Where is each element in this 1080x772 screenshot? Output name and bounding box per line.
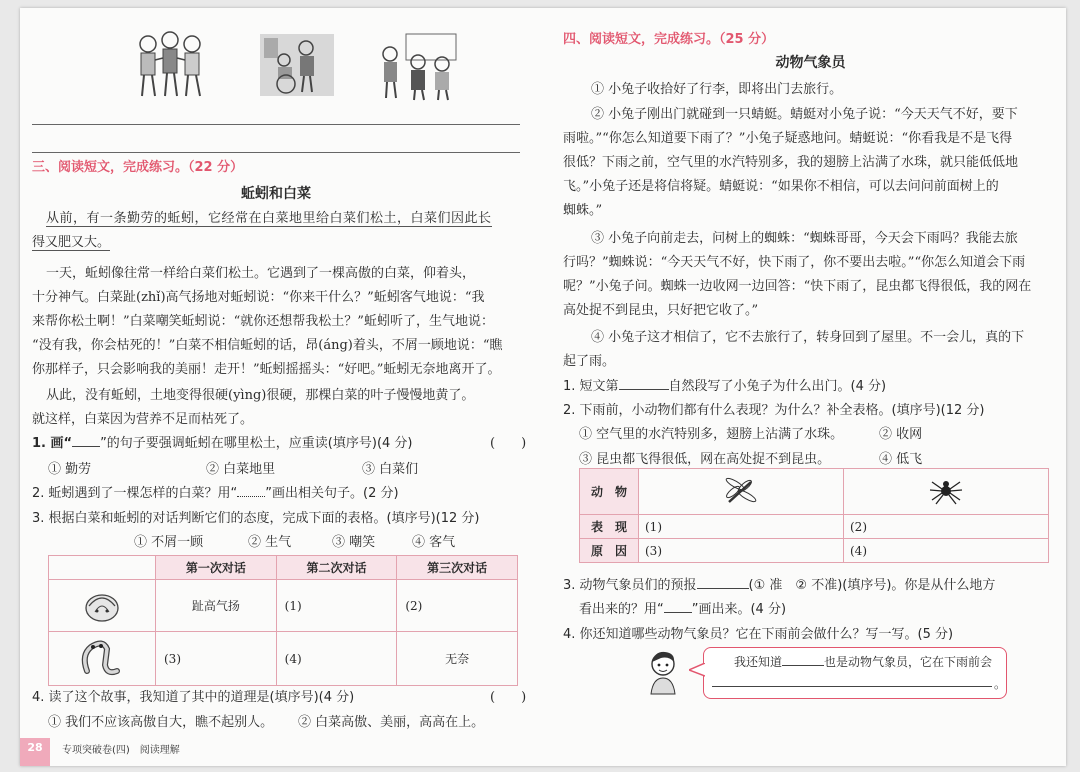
- table-label: 表 现: [580, 515, 639, 539]
- q1-option[interactable]: ③ 白菜们: [362, 462, 419, 477]
- story-line: 从此，没有蚯蚓，土地变得很硬(yìng)很硬，那棵白菜的叶子慢慢地黄了。: [46, 388, 475, 403]
- section4-title: 四、阅读短文，完成练习。（25 分）: [563, 32, 775, 47]
- earthworm-icon: [77, 635, 127, 679]
- q4-option[interactable]: ② 白菜高傲、美丽，高高在上。: [298, 715, 485, 730]
- story-line: “没有我，你会枯死的！”白菜不相信蚯蚓的话，昂(áng)着头，不屑一顾地说：“瞧: [32, 338, 503, 353]
- story-line: ③ 小兔子向前走去，问树上的蜘蛛：“蜘蛛哥哥，今天会下雨吗？我能去旅: [591, 231, 1018, 246]
- question-1: [563, 375, 886, 399]
- table-cell[interactable]: (2): [397, 580, 518, 632]
- q1-underline-sample: [72, 446, 100, 447]
- q2-wavy-sample: [237, 496, 265, 497]
- story-line: 呢？”小兔子问。蜘蛛一边收网一边回答：“快下雨了，昆虫都飞得很低，我的网在: [563, 279, 1032, 294]
- question-3: 3. 根据白菜和蚯蚓的对话判断它们的态度，完成下面的表格。(填序号)(12 分): [32, 511, 480, 526]
- story-line: 起了雨。: [563, 354, 616, 369]
- q3-blank[interactable]: [697, 588, 749, 589]
- wheelchair-scene-illustration: [260, 34, 334, 96]
- q3-underline-sample: [664, 612, 692, 613]
- table-cell[interactable]: (3): [156, 632, 277, 686]
- table-cell[interactable]: (4): [844, 539, 1049, 563]
- story-title: 动物气象员: [775, 55, 846, 71]
- dragonfly-icon: [721, 474, 761, 506]
- question-2: [32, 482, 399, 506]
- q3-text-rest: (① 准 ② 不准)(填序号)。你是从什么地方: [748, 578, 996, 593]
- footer-title: 专项突破卷(四) 阅读理解: [62, 745, 180, 756]
- table-header: 第三次对话: [397, 556, 518, 580]
- table-header: 第二次对话: [276, 556, 397, 580]
- q4-answer-paren[interactable]: ( ): [490, 690, 527, 705]
- story-line: 行吗？”蜘蛛说：“今天天气不好，快下雨了，你不要出去啦。”“你怎么知道会下雨: [563, 255, 1026, 270]
- table-header: 第一次对话: [156, 556, 277, 580]
- q3-option: ② 生气: [248, 535, 292, 550]
- table-cell: 趾高气扬: [156, 580, 277, 632]
- boy-avatar-icon: [643, 648, 683, 696]
- worm-icon-cell: [49, 632, 156, 686]
- table-cell[interactable]: (4): [276, 632, 397, 686]
- table-cell[interactable]: (1): [639, 515, 844, 539]
- family-scene-illustration: [376, 32, 460, 102]
- question-3: [563, 574, 995, 598]
- answer-line: [32, 124, 520, 125]
- story-line: [32, 231, 110, 255]
- q2-text: 2. 蚯蚓遇到了一棵怎样的白菜？用“: [32, 486, 238, 501]
- table-cell[interactable]: (1): [276, 580, 397, 632]
- spider-icon: [926, 474, 966, 506]
- story-line: 一天，蚯蚓像往常一样给白菜们松土。它遇到了一棵高傲的白菜，仰着头，: [46, 266, 476, 281]
- story-line: 雨啦。”“你怎么知道要下雨了？”小兔子疑惑地问。蜻蜓说：“你看我是不是飞得: [563, 131, 1013, 146]
- story-line: 飞。”小兔子还是将信将疑。蜻蜓说：“如果你不相信，可以去问问前面树上的: [563, 179, 999, 194]
- question-4: 4. 你还知道哪些动物气象员？它在下雨前会做什么？写一写。(5 分): [563, 627, 954, 642]
- q1-answer-paren[interactable]: ( ): [490, 436, 527, 451]
- table-cell[interactable]: (3): [639, 539, 844, 563]
- table-label: 原 因: [580, 539, 639, 563]
- q1-text-rest: 自然段写了小兔子为什么出门。(4 分): [668, 379, 887, 394]
- story-line: ② 小兔子刚出门就碰到一只蜻蜓。蜻蜓对小兔子说：“今天天气不好，要下: [591, 107, 1018, 122]
- weather-animal-table: [579, 468, 1049, 563]
- story-line: 就这样，白菜因为营养不足而枯死了。: [32, 412, 254, 427]
- workbook-page: [20, 8, 1066, 766]
- q1-option[interactable]: ① 勤劳: [48, 462, 92, 477]
- story-line: 十分神气。白菜趾(zhǐ)高气扬地对蚯蚓说：“你来干什么？”蚯蚓客气地说：“我: [32, 290, 485, 305]
- children-group-illustration: [130, 30, 220, 102]
- cabbage-icon: [77, 584, 127, 624]
- q2-option: ③ 昆虫都飞得很低，网在高处捉不到昆虫。: [579, 452, 831, 467]
- bubble-line: [734, 650, 992, 674]
- spider-cell: [844, 469, 1049, 515]
- story-line: 你那样子，只会影响我的美丽！走开！”蚯蚓摇摇头：“好吧。”蚯蚓无奈地离开了。: [32, 362, 501, 377]
- q1-prefix: 1. 画“: [32, 436, 73, 451]
- q3-text: 3. 动物气象员们的预报: [563, 578, 697, 593]
- bubble-answer-line[interactable]: [712, 686, 992, 687]
- dragonfly-cell: [639, 469, 844, 515]
- q3-option: ③ 嘲笑: [332, 535, 376, 550]
- question-3-cont: [579, 598, 786, 622]
- table-cell: 无奈: [397, 632, 518, 686]
- q4-option[interactable]: ① 我们不应该高傲自大，瞧不起别人。: [48, 715, 274, 730]
- question-4: 4. 读了这个故事，我知道了其中的道理是(填序号)(4 分): [32, 690, 355, 705]
- attitude-table: [48, 555, 518, 686]
- q1-text: ”的句子要强调蚯蚓在哪里松土，应重读(填序号)(4 分): [100, 436, 413, 451]
- left-page: [32, 8, 534, 766]
- q3-option: ④ 客气: [412, 535, 456, 550]
- question-1: [32, 432, 413, 456]
- story-line: ④ 小兔子这才相信了，它不去旅行了，转身回到了屋里。不一会儿，真的下: [591, 330, 1025, 345]
- question-2: 2. 下雨前，小动物们都有什么表现？为什么？补全表格。(填序号)(12 分): [563, 403, 985, 418]
- q3-text-end: ”画出来。(4 分): [691, 602, 787, 617]
- bubble-text: 我还知道: [734, 655, 783, 669]
- q1-blank[interactable]: [619, 389, 669, 390]
- story-line: [46, 207, 492, 231]
- bubble-tail: [689, 663, 705, 677]
- story-line: 高处捉不到昆虫，只好把它收了。”: [563, 303, 759, 318]
- right-page: [563, 8, 1058, 766]
- section3-title: 三、阅读短文，完成练习。（22 分）: [32, 160, 244, 175]
- table-cell[interactable]: (2): [844, 515, 1049, 539]
- bubble-period: 。: [994, 677, 1007, 691]
- bubble-blank[interactable]: [782, 665, 824, 666]
- q3-text-cont: 看出来的？用“: [579, 602, 664, 617]
- underlined-sentence: 从前，有一条勤劳的蚯蚓，它经常在白菜地里给白菜们松土，白菜们因此长: [46, 211, 492, 226]
- q3-option: ① 不屑一顾: [134, 535, 204, 550]
- underlined-sentence: 得又肥又大。: [32, 235, 111, 250]
- q2-option: ① 空气里的水汽特别多，翅膀上沾满了水珠。: [579, 427, 844, 442]
- bubble-text-rest: 也是动物气象员，它在下雨前会: [824, 655, 993, 669]
- table-label: 动 物: [580, 469, 639, 515]
- q2-option: ② 收网: [879, 427, 923, 442]
- speech-bubble: [703, 647, 1007, 699]
- story-line: ① 小兔子收拾好了行李，即将出门去旅行。: [591, 82, 843, 97]
- story-title: 蚯蚓和白菜: [241, 186, 311, 202]
- story-line: 来帮你松土啊！”白菜嘲笑蚯蚓说：“就你还想帮我松土？”蚯蚓听了，生气地说：: [32, 314, 494, 329]
- q1-option[interactable]: ② 白菜地里: [206, 462, 276, 477]
- q2-option: ④ 低飞: [879, 452, 923, 467]
- answer-line: [32, 152, 520, 153]
- table-corner: [49, 556, 156, 580]
- q2-text-rest: ”画出相关句子。(2 分): [265, 486, 399, 501]
- cabbage-icon-cell: [49, 580, 156, 632]
- story-line: 很低？下雨之前，空气里的水汽特别多，我的翅膀上沾满了水珠，就只能低低地: [563, 155, 1019, 170]
- story-line: 蜘蛛。”: [563, 203, 603, 218]
- q1-text: 1. 短文第: [563, 379, 619, 394]
- page-number: 28: [20, 738, 50, 766]
